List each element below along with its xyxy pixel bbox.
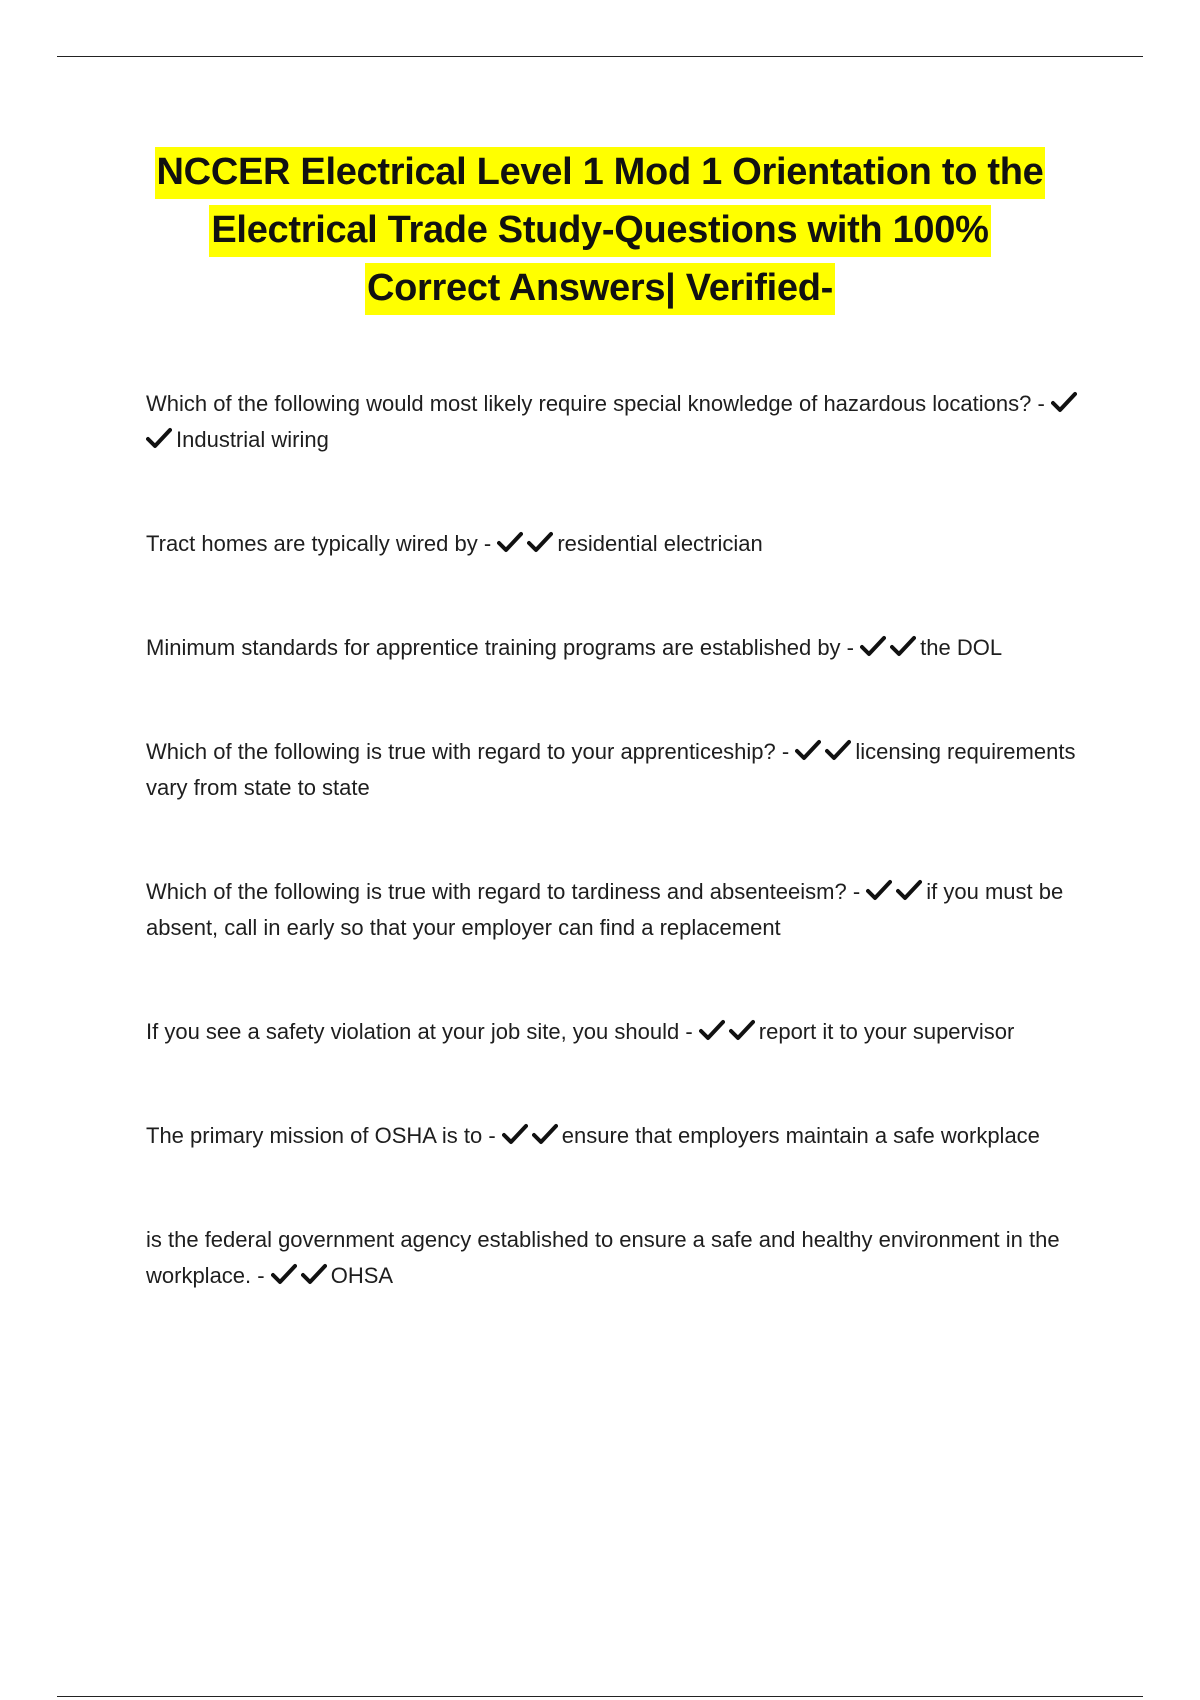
question-text: is the federal government agency established to ensure a safe and healthy environment in the workplace. <box>146 1227 1060 1288</box>
title-line-3: Correct Answers| Verified- <box>365 263 835 315</box>
question-text: Which of the following is true with regard to tardiness and absenteeism? <box>146 879 847 904</box>
checkmark-icon <box>795 739 825 761</box>
checkmark-icon <box>729 1019 759 1041</box>
answer-text: Industrial wiring <box>176 427 329 452</box>
separator: - <box>846 879 867 904</box>
checkmark-icon <box>860 635 890 657</box>
qa-item <box>146 1014 1091 1050</box>
qa-item <box>146 1118 1091 1154</box>
question-text: Which of the following would most likely require special knowledge of hazardous locations? <box>146 391 1032 416</box>
separator: - <box>482 1123 502 1148</box>
answer-text: ensure that employers maintain a safe workplace <box>561 1123 1040 1148</box>
separator: - <box>840 635 861 660</box>
question-text: The primary mission of OSHA is to <box>146 1123 483 1148</box>
checkmark-icon <box>699 1019 729 1041</box>
qa-item <box>146 734 1091 806</box>
title-line-2: Electrical Trade Study-Questions with 100% <box>209 205 990 257</box>
bottom-rule <box>57 1696 1143 1697</box>
qa-item <box>146 386 1091 458</box>
checkmark-icon <box>825 739 855 761</box>
separator: - <box>775 739 796 764</box>
top-rule <box>57 56 1143 57</box>
checkmark-icon <box>890 635 920 657</box>
answer-text: if you must be absent, call in early so that your employer can find a replacement <box>146 879 1064 940</box>
separator: - <box>679 1019 699 1044</box>
checkmark-icon <box>896 879 926 901</box>
separator: - <box>251 1263 271 1288</box>
separator: - <box>477 531 498 556</box>
question-text: Which of the following is true with regard to your apprenticeship? <box>146 739 776 764</box>
question-text: Minimum standards for apprentice training programs are established by <box>146 635 841 660</box>
checkmark-icon <box>271 1263 301 1285</box>
qa-item <box>146 874 1091 946</box>
checkmark-icon <box>527 531 557 553</box>
checkmark-icon <box>301 1263 331 1285</box>
qa-item <box>146 526 1091 562</box>
question-text: Tract homes are typically wired by <box>146 531 478 556</box>
qa-item <box>146 630 1091 666</box>
qa-list <box>146 386 1091 1294</box>
answer-text: licensing requirements vary from state to state <box>146 739 1076 800</box>
answer-text: the DOL <box>920 635 1003 660</box>
checkmark-icon <box>866 879 896 901</box>
checkmark-icon <box>1051 391 1081 413</box>
checkmark-icon <box>497 531 527 553</box>
question-text: If you see a safety violation at your job site, you should <box>146 1019 680 1044</box>
checkmark-icon <box>532 1123 562 1145</box>
title-line-1: NCCER Electrical Level 1 Mod 1 Orientation to the <box>155 147 1046 199</box>
separator: - <box>1031 391 1051 416</box>
answer-text: report it to your supervisor <box>758 1019 1015 1044</box>
checkmark-icon <box>146 427 176 449</box>
answer-text: residential electrician <box>557 531 763 556</box>
document-title <box>60 143 1140 317</box>
qa-item <box>146 1222 1091 1294</box>
checkmark-icon <box>502 1123 532 1145</box>
answer-text: OHSA <box>330 1263 394 1288</box>
